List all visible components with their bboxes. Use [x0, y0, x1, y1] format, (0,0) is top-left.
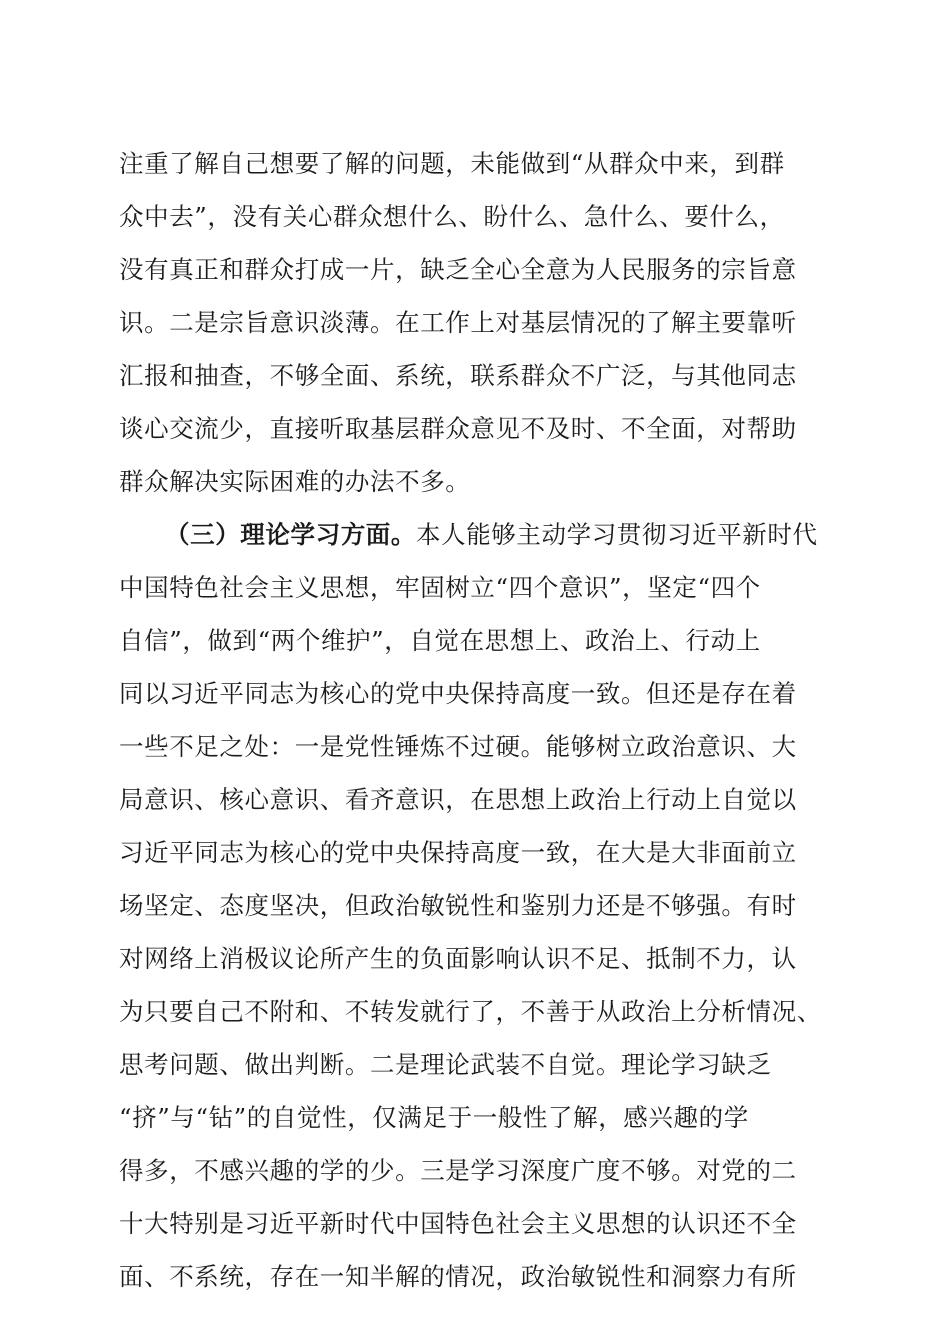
paragraph-line: 习近平同志为核心的党中央保持高度一致，在大是大非面前立 — [119, 838, 797, 867]
paragraph-line: 同以习近平同志为核心的党中央保持高度一致。但还是存在着 — [119, 679, 797, 708]
paragraph-line: 众中去”，没有关心群众想什么、盼什么、急什么、要什么， — [119, 202, 785, 231]
paragraph-line: 识。二是宗旨意识淡薄。在工作上对基层情况的了解主要靠听 — [119, 308, 797, 337]
paragraph-line: 场坚定、态度坚决，但政治敏锐性和鉴别力还是不够强。有时 — [119, 891, 797, 920]
paragraph-line: 群众解决实际困难的办法不多。 — [119, 467, 471, 496]
paragraph-line: 一些不足之处：一是党性锤炼不过硬。能够树立政治意识、大 — [119, 732, 797, 761]
paragraph-line: 思考问题、做出判断。二是理论武装不自觉。理论学习缺乏 — [119, 1050, 772, 1079]
paragraph-line: 局意识、核心意识、看齐意识，在思想上政治上行动上自觉以 — [119, 785, 797, 814]
paragraph-line: 汇报和抽查，不够全面、系统，联系群众不广泛，与其他同志 — [119, 361, 797, 390]
paragraph-line: 对网络上消极议论所产生的负面影响认识不足、抵制不力，认 — [119, 944, 797, 973]
paragraph-line: 中国特色社会主义思想，牢固树立“四个意识”，坚定“四个 — [119, 573, 761, 602]
paragraph-first-line-text: 本人能够主动学习贯彻习近平新时代 — [416, 520, 818, 549]
document-body — [119, 137, 831, 1303]
section-heading: （三）理论学习方面。 — [165, 520, 416, 549]
paragraph-line: 十大特别是习近平新时代中国特色社会主义思想的认识还不全 — [119, 1209, 797, 1238]
paragraph-line: 没有真正和群众打成一片，缺乏全心全意为人民服务的宗旨意 — [119, 255, 797, 284]
paragraph-2 — [119, 508, 831, 1303]
paragraph-first-line — [119, 508, 831, 561]
paragraph-line: 得多，不感兴趣的学的少。三是学习深度广度不够。对党的二 — [119, 1156, 797, 1185]
paragraph-line: 为只要自己不附和、不转发就行了，不善于从政治上分析情况、 — [119, 997, 822, 1026]
paragraph-1 — [119, 137, 831, 508]
paragraph-line: 面、不系统，存在一知半解的情况，政治敏锐性和洞察力有所 — [119, 1262, 797, 1291]
paragraph-line: 谈心交流少，直接听取基层群众意见不及时、不全面，对帮助 — [119, 414, 797, 443]
paragraph-line: 注重了解自己想要了解的问题，未能做到“从群众中来，到群 — [119, 149, 785, 178]
paragraph-line: “挤”与“钻”的自觉性，仅满足于一般性了解，感兴趣的学 — [119, 1103, 749, 1132]
paragraph-line: 自信”，做到“两个维护”，自觉在思想上、政治上、行动上 — [119, 626, 761, 655]
